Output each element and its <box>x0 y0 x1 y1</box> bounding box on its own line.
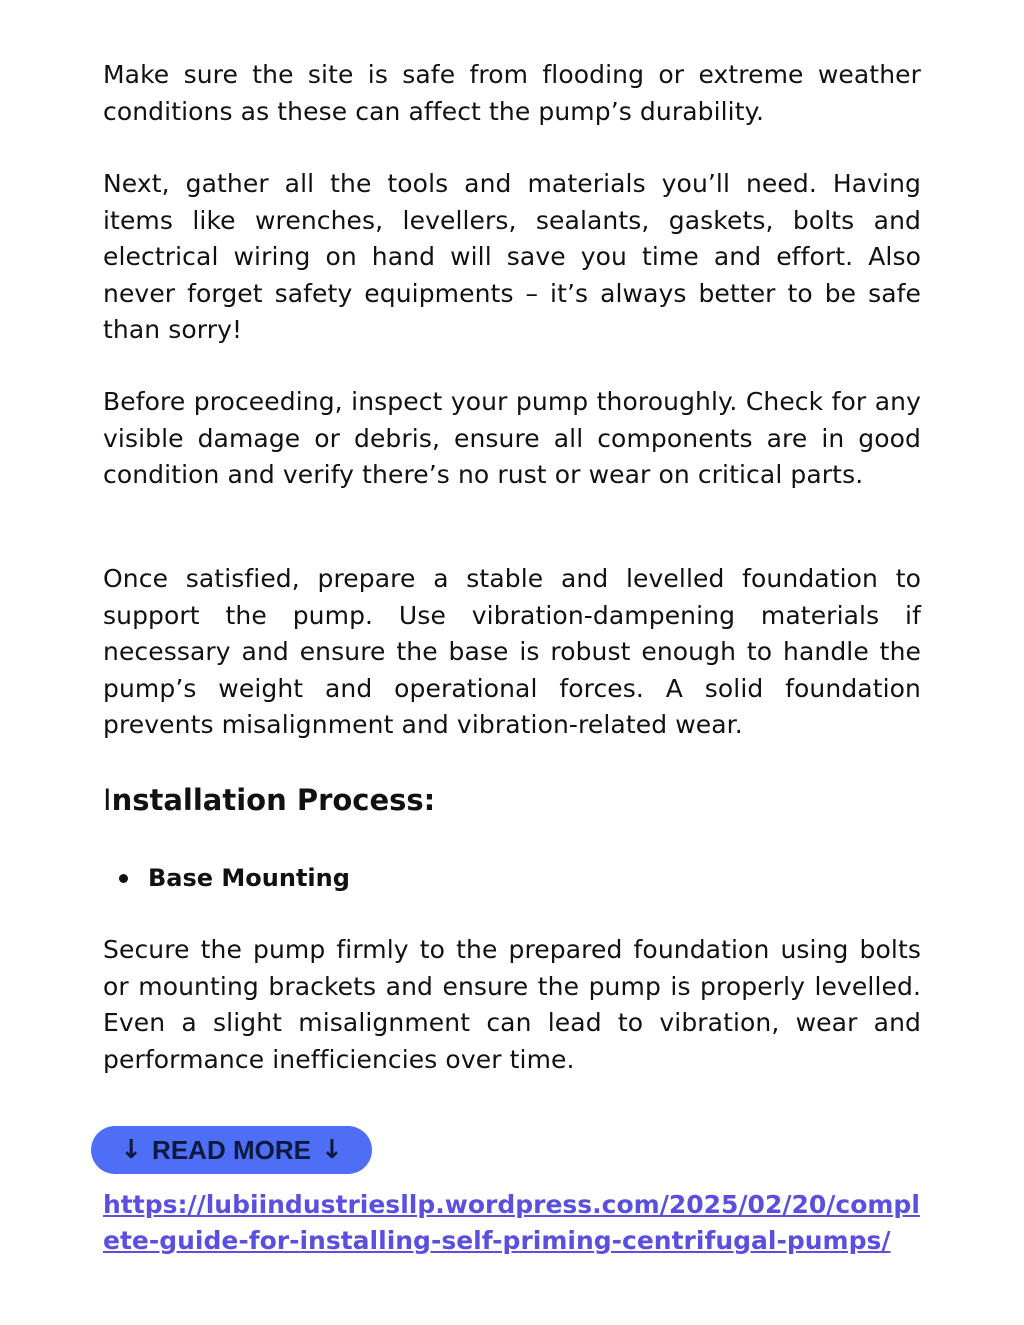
bullet-list <box>103 858 350 898</box>
read-more-button[interactable] <box>91 1126 372 1174</box>
paragraph-site-safety: Make sure the site is safe from flooding or extreme weather conditions as these can affect the pump’s durability. <box>103 60 921 126</box>
section-heading-installation-process <box>103 780 435 820</box>
heading-first-letter: I <box>103 783 112 817</box>
heading-rest: nstallation Process: <box>111 783 436 817</box>
arrow-down-icon: ↓ <box>120 1135 143 1165</box>
bullet-item-base-mounting <box>103 858 350 898</box>
paragraph-prepare-foundation: Once satisfied, prepare a stable and levelled foundation to support the pump. Use vibration-dampening materials if necessary and ensure the base is robust enough to handle the pump’s weight and operational forces. A solid foundation prevents misalignment and vibration-related wear. <box>103 564 921 739</box>
bullet-label: Base Mounting <box>148 864 350 892</box>
article-link[interactable]: https://lubiindustriesllp.wordpress.com/2025/02/20/complete-guide-for-installing-self-priming-centrifugal-pumps/ <box>103 1190 920 1255</box>
paragraph-inspect-pump: Before proceeding, inspect your pump thoroughly. Check for any visible damage or debris, ensure all components are in good condition and verify there’s no rust or wear on critical parts. <box>103 387 921 489</box>
arrow-down-icon: ↓ <box>320 1135 343 1165</box>
bullet-dot-icon <box>119 874 128 883</box>
paragraph-gather-tools: Next, gather all the tools and materials you’ll need. Having items like wrenches, levellers, sealants, gaskets, bolts and electrical wiring on hand will save you time and effort. Also never forget safety equipments – it’s always better to be safe than sorry! <box>103 169 921 344</box>
paragraph-base-mounting: Secure the pump firmly to the prepared foundation using bolts or mounting brackets and ensure the pump is properly levelled. Even a slight misalignment can lead to vibration, wear and performance inefficiencies over time. <box>103 935 921 1074</box>
read-more-label: READ MORE <box>152 1134 311 1165</box>
